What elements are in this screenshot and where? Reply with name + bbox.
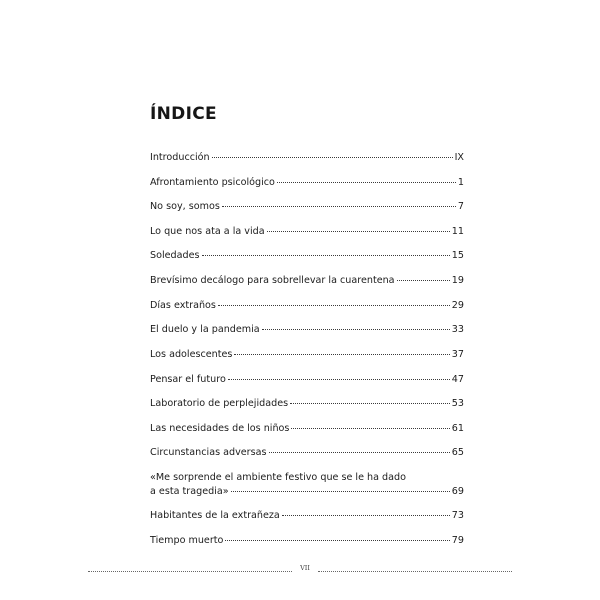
dot-leader (231, 491, 450, 492)
toc-entry-page: 47 (451, 374, 464, 385)
toc-entry-dias-extranos (150, 299, 464, 313)
toc-entry-label-line1: «Me sorprende el ambiente festivo que se le ha dado (150, 472, 406, 483)
toc-entry-label: Los adolescentes (150, 349, 233, 360)
toc-entry-page: 11 (451, 226, 464, 237)
toc-entry-label: Tiempo muerto (150, 535, 224, 546)
footer-rule-right (318, 570, 512, 572)
toc-entry-label: Introducción (150, 152, 210, 163)
toc-entry-el-duelo (150, 323, 464, 337)
dot-leader (228, 379, 450, 380)
dot-leader (262, 329, 450, 330)
toc-entry-page: 1 (457, 177, 464, 188)
dot-leader (225, 540, 449, 541)
footer-rule-left (88, 570, 292, 572)
toc-entry-tiempo-muerto (150, 534, 464, 548)
toc-entry-label: Soledades (150, 250, 200, 261)
page-title: ÍNDICE (150, 104, 217, 124)
toc-entry-introduccion (150, 151, 464, 165)
dot-leader (234, 354, 449, 355)
toc-entry-me-sorprende (150, 471, 464, 499)
dot-leader (267, 231, 450, 232)
dot-leader (218, 305, 450, 306)
toc-entry-label: Las necesidades de los niños (150, 423, 290, 434)
toc-entry-page: 65 (451, 447, 464, 458)
toc-entry-lo-que-nos-ata (150, 225, 464, 239)
toc-entry-label: El duelo y la pandemia (150, 324, 260, 335)
toc-entry-no-soy-somos (150, 200, 464, 214)
page-number: VII (300, 564, 310, 572)
toc-entry-necesidades-ninos (150, 422, 464, 436)
toc-entry-label: Brevísimo decálogo para sobrellevar la cuarentena (150, 275, 395, 286)
toc-entry-page: 29 (451, 300, 464, 311)
toc-entry-page: 73 (451, 510, 464, 521)
dot-leader (222, 206, 456, 207)
dot-leader (202, 255, 450, 256)
toc-entry-label: Días extraños (150, 300, 216, 311)
toc-entry-page: 19 (451, 275, 464, 286)
dot-leader (397, 280, 450, 281)
toc-entry-page: 15 (451, 250, 464, 261)
toc-entry-label: a esta tragedia» (150, 486, 229, 497)
toc-entry-label: Lo que nos ata a la vida (150, 226, 265, 237)
toc-entry-page: 79 (451, 535, 464, 546)
toc-entry-pensar-el-futuro (150, 373, 464, 387)
toc-entry-page: 37 (451, 349, 464, 360)
toc-entry-label: Habitantes de la extrañeza (150, 510, 280, 521)
toc-entry-page: 69 (451, 486, 464, 497)
dot-leader (212, 157, 453, 158)
dot-leader (277, 182, 456, 183)
toc-entry-habitantes (150, 509, 464, 523)
dot-leader (290, 403, 450, 404)
toc-entry-soledades (150, 249, 464, 263)
toc-entry-page: 61 (451, 423, 464, 434)
dot-leader (269, 452, 450, 453)
toc-entry-laboratorio (150, 397, 464, 411)
toc-entry-page: 7 (457, 201, 464, 212)
toc-entry-circunstancias (150, 446, 464, 460)
toc-entry-label: Afrontamiento psicológico (150, 177, 275, 188)
toc-entry-label: Laboratorio de perplejidades (150, 398, 289, 409)
toc-entry-page: 33 (451, 324, 464, 335)
dot-leader (282, 515, 450, 516)
toc-entry-label: No soy, somos (150, 201, 220, 212)
toc-entry-label: Circunstancias adversas (150, 447, 267, 458)
toc-entry-label: Pensar el futuro (150, 374, 226, 385)
toc-entry-page: 53 (451, 398, 464, 409)
table-of-contents (150, 0, 464, 600)
dot-leader (291, 428, 449, 429)
toc-entry-page: IX (454, 152, 464, 163)
toc-entry-afrontamiento (150, 176, 464, 190)
toc-entry-brevisimo-decalogo (150, 274, 464, 288)
toc-entry-los-adolescentes (150, 348, 464, 362)
